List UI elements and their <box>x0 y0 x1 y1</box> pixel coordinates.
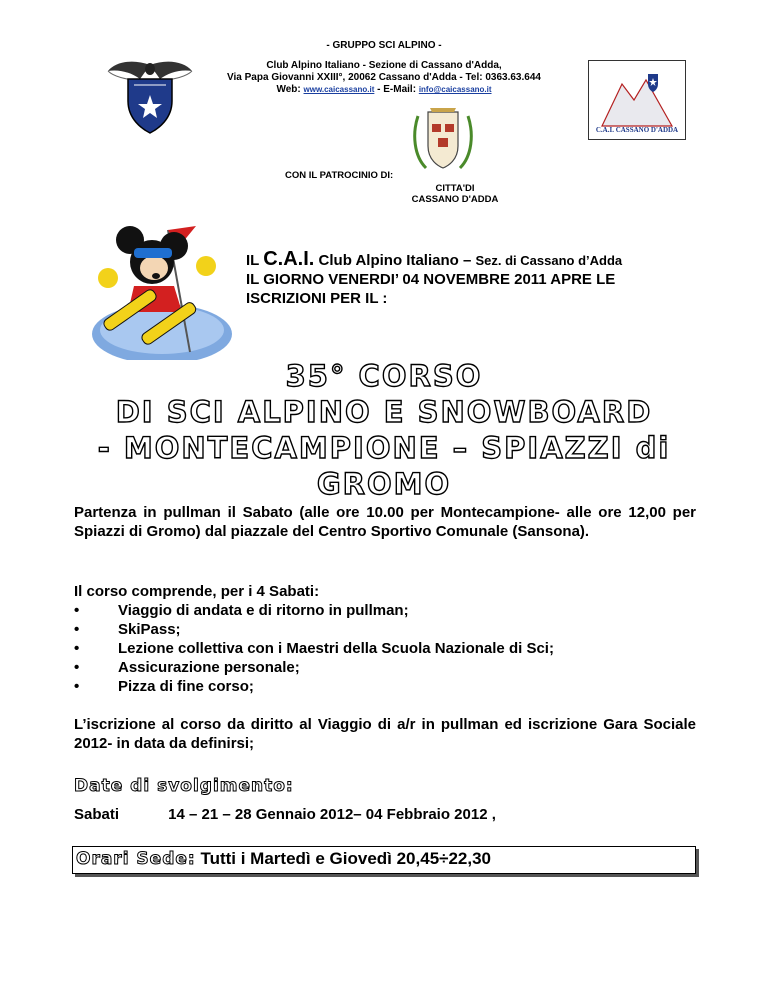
patronage-city <box>395 183 515 205</box>
city-coat-of-arms <box>410 106 476 180</box>
includes-list <box>74 601 696 696</box>
web-link[interactable]: www.caicassano.it <box>303 85 375 94</box>
bullet: • <box>74 640 80 657</box>
office-hours-label: Orari Sede: <box>76 849 196 869</box>
address-line: Via Papa Giovanni XXIII°, 20062 Cassano d'Adda - Tel: 0363.63.644 <box>227 72 541 83</box>
dates-row <box>74 806 496 823</box>
group-heading: - GRUPPO SCI ALPINO - <box>326 40 442 51</box>
dates-list: 14 – 21 – 28 Gennaio 2012– 04 Febbraio 2012 , <box>168 806 496 823</box>
includes-section <box>74 582 696 696</box>
course-title <box>80 358 688 502</box>
course-title-line-2: DI SCI ALPINO E SNOWBOARD <box>115 395 653 429</box>
registration-paragraph: L’iscrizione al corso da diritto al Viaggio di a/r in pullman ed iscrizione Gara Sociale 2012- in data da definirsi; <box>74 716 696 752</box>
office-hours-value: Tutti i Martedì e Giovedì 20,45÷22,30 <box>200 849 492 868</box>
intro-prefix: IL <box>246 252 260 269</box>
bullet: • <box>74 621 80 638</box>
intro-line-1 <box>246 250 706 270</box>
intro-line-3: ISCRIZIONI PER IL : <box>246 290 388 307</box>
includes-heading: Il corso comprende, per i 4 Sabati: <box>74 583 320 600</box>
course-title-line-3: - MONTECAMPIONE – SPIAZZI di <box>97 431 671 465</box>
course-title-line-4: GROMO <box>316 467 452 501</box>
departure-paragraph: Partenza in pullman il Sabato (alle ore 10.00 per Montecampione- alle ore 12,00 per Spiazzi di Gromo) dal piazzale del Centro Sportivo Comunale (Sansona). <box>74 504 696 540</box>
cai-cassano-logo <box>588 60 686 140</box>
intro-line-2: IL GIORNO VENERDI’ 04 NOVEMBRE 2011 APRE LE <box>246 271 616 288</box>
office-hours-text <box>76 849 491 869</box>
patronage-label: CON IL PATROCINIO DI: <box>285 170 394 181</box>
list-item: • Lezione collettiva con i Maestri della Scuola Nazionale di Sci; <box>74 640 554 657</box>
dates-day: Sabati <box>74 806 120 823</box>
list-item: • Viaggio di andata e di ritorno in pullman; <box>74 602 409 619</box>
right-logo-caption: C.A.I. CASSANO D'ADDA <box>595 126 679 134</box>
list-item: • SkiPass; <box>74 621 181 638</box>
cai-eagle-logo <box>104 57 196 137</box>
course-title-line-1: 35° CORSO <box>285 359 483 393</box>
list-item: • Pizza di fine corso; <box>74 678 254 695</box>
intro-section: Sez. di Cassano d’Adda <box>475 253 623 268</box>
bullet: • <box>74 602 80 619</box>
web-label: Web: <box>276 84 301 95</box>
bullet: • <box>74 678 80 695</box>
intro-cai: C.A.I. <box>263 248 315 270</box>
email-label: - E-Mail: <box>377 84 417 95</box>
club-line: Club Alpino Italiano - Sezione di Cassano d'Adda, <box>266 60 502 71</box>
office-hours-box <box>72 846 696 874</box>
email-link[interactable]: info@caicassano.it <box>418 85 492 94</box>
mickey-skier-illustration <box>78 200 238 360</box>
list-item: • Assicurazione personale; <box>74 659 300 676</box>
intro-text <box>246 250 706 308</box>
city-line-2: CASSANO D'ADDA <box>411 194 499 205</box>
intro-club: Club Alpino Italiano – <box>318 252 472 269</box>
bullet: • <box>74 659 80 676</box>
city-line-1: CITTA'DI <box>435 183 475 194</box>
dates-heading: Date di svolgimento: <box>74 776 294 796</box>
